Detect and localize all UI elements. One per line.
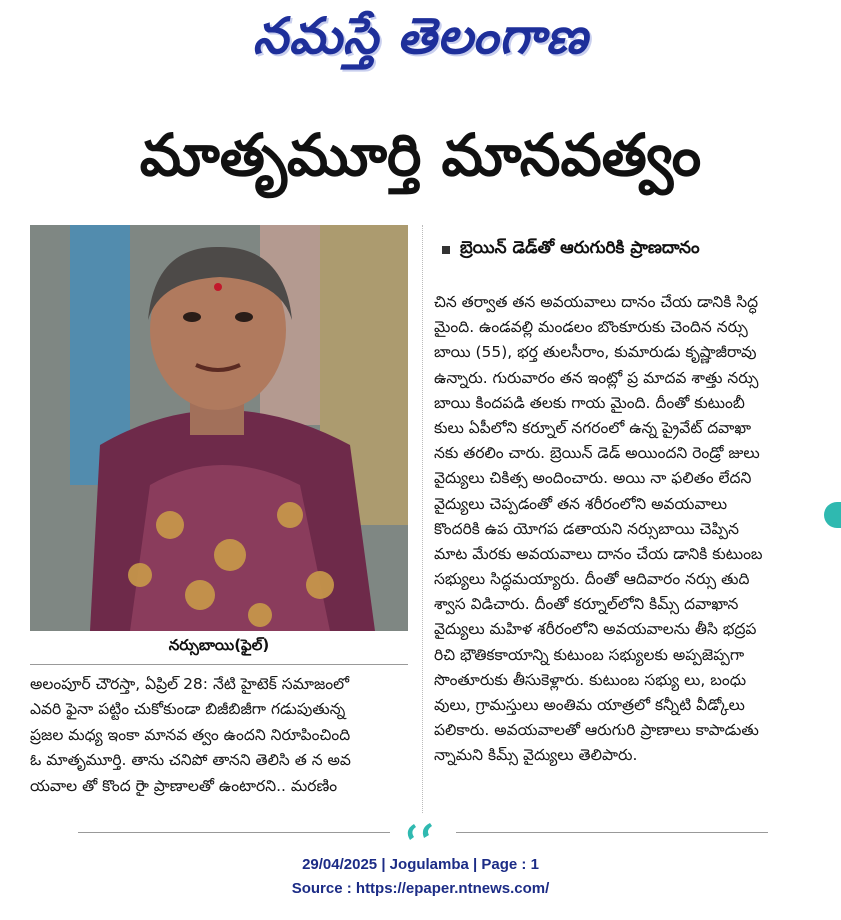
text-line: మాట మేరకు అవయవాలు దానం చేయ డానికి కుటుంబ [434, 544, 763, 563]
quote-mark-icon [400, 818, 448, 844]
masthead-title: నమస్తే తెలంగాణ [252, 6, 589, 65]
text-line: వైద్యులు చికిత్స అందించారు. అయి నా ఫలితం లేదని [434, 469, 752, 488]
text-line: బాయి కిందపడి తలకు గాయ మైంది. దీంతో కుటుంబీ [434, 393, 745, 412]
text-line: మైంది. ఉండవల్లి మండలం బొంకూరుకు చెందిన నర్సు [434, 318, 748, 337]
article-headline: మాతృమూర్తి మానవత్వం [139, 120, 702, 189]
square-bullet-icon [442, 246, 450, 254]
text-line: కులు ఏపీలోని కర్నూల్ నగరంలో ఉన్న ప్రైవేట్ దవాఖా [434, 418, 752, 437]
subhead-text: బ్రెయిన్ డెడ్‌తో ఆరుగురికి ప్రాణదానం [460, 238, 700, 258]
text-line: సొంతూరుకు తీసుకెళ్లారు. కుటుంబ సభ్యు లు, బంధు [434, 670, 747, 689]
text-line: ఉన్నారు. గురువారం తన ఇంట్లో ప్ర మాదవ శాత్తు నర్సు [434, 368, 759, 387]
footer-source: Source : https://epaper.ntnews.com/ [291, 880, 550, 897]
article-subhead [434, 232, 824, 268]
text-line: చిన తర్వాత తన అవయవాలు దానం చేయ డానికి సిద్ధ [434, 293, 759, 311]
text-line: నకు తరలిం చారు. బ్రెయిన్ డెడ్ అయిందని రెండ్రో జులు [434, 444, 760, 463]
text-line: ప్రజల మధ్య ఇంకా మానవ త్వం ఉందని నిరూపించింది [30, 725, 351, 744]
text-line: వైద్యులు చెప్పడంతో తన శరీరంలోని అవయవాలు [434, 494, 728, 513]
bottom-rule [456, 832, 768, 833]
page-side-tab [824, 502, 841, 528]
text-line: ఎవరి ఫైనా పట్టిం చుకోకుండా బిజీబిజీగా గడుపుతున్న [30, 700, 346, 719]
text-line: యవాల తో కొంద రైా ప్రాణాలతో ఉంటారని.. మరణిం [30, 776, 338, 795]
footer-date-edition: 29/04/2025 | Jogulamba | Page : 1 [302, 856, 539, 873]
text-line: పలికారు. అవయవాలతో ఆరుగురి ప్రాణాలు కాపాడుతు [434, 721, 759, 740]
text-line: అలంపూర్ చౌరస్తా, ఏప్రిల్ 28: నేటి హైటెక్ సమాజంలో [30, 675, 350, 693]
column-divider [422, 225, 424, 813]
portrait-illustration [30, 225, 408, 631]
caption-divider [30, 664, 408, 665]
article-photo [30, 225, 408, 631]
text-line: సభ్యులు సిద్ధమయ్యారు. దీంతో ఆదివారం నర్సు తుది [434, 570, 750, 589]
masthead [0, 0, 841, 84]
right-column [434, 290, 822, 769]
bottom-rule [78, 832, 390, 833]
left-column [30, 672, 418, 799]
text-line: కొందరికి ఉప యోగప డతాయని నర్సుబాయి చెప్పిన [434, 519, 739, 538]
text-line: వులు, గ్రామస్తులు అంతిమ యాత్రలో కన్నీటి వీడ్కోలు [434, 696, 745, 714]
text-line: బాయి (55), భర్త తులసీరాం, కుమారుడు కృష్ణాజీరావు [434, 343, 757, 362]
text-line: శ్వాస విడిచారు. దీంతో కర్నూల్‌లోని కిమ్స్ దవాఖాన [434, 595, 739, 614]
text-line: రిచి భౌతికకాయాన్ని కుటుంబ సభ్యులకు అప్పజెప్పగా [434, 645, 745, 664]
text-line: ఓ మాతృమూర్తి. తాను చనిపో తానని తెలిసి త న అవ [30, 751, 351, 770]
text-line: న్నామని కిమ్స్ వైద్యులు తెలిపారు. [434, 746, 638, 765]
text-line: వైద్యులు మహిళ శరీరంలోని అవయవాలను తీసి భద్రప [434, 620, 757, 639]
photo-caption: నర్సుబాయి(ఫైల్) [168, 636, 270, 654]
